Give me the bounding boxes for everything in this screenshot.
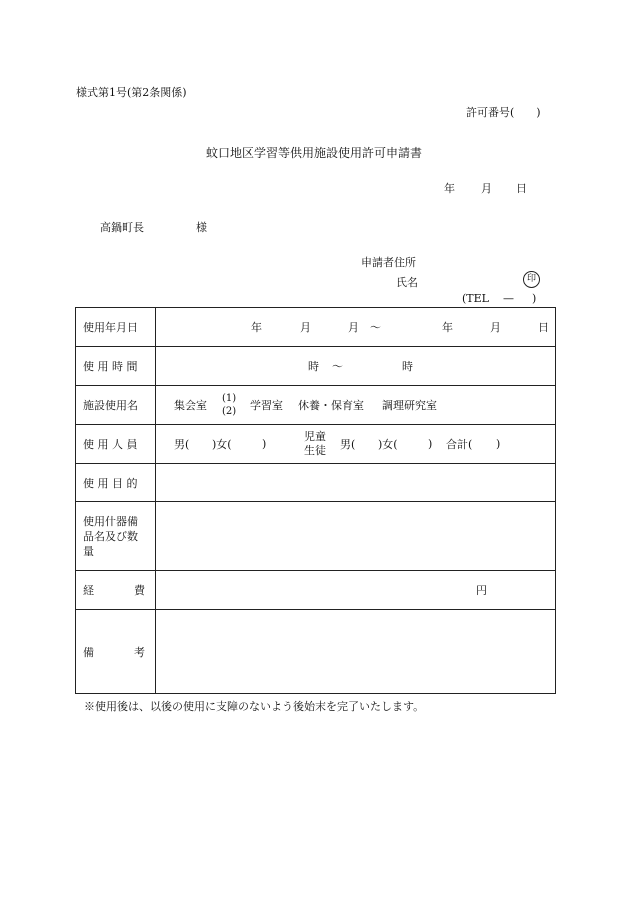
row-purpose <box>76 464 556 502</box>
label-equipment-2: 品名及び数 <box>83 529 138 543</box>
people-female-2-close: ) <box>428 437 433 451</box>
people-female-2: )女( <box>378 438 398 451</box>
date-month: 月 <box>481 182 492 195</box>
time-tilde: 〜 <box>332 360 343 373</box>
usage-day-2: 日 <box>538 321 549 334</box>
permit-number <box>466 104 541 120</box>
label-usage-date: 使用年月日 <box>76 308 156 347</box>
facility-nursery-room[interactable]: 休養・保育室 <box>298 399 364 412</box>
tel-open: (TEL <box>462 292 489 305</box>
application-table <box>75 307 556 694</box>
permit-number-close: ) <box>536 106 541 119</box>
value-purpose <box>156 464 556 502</box>
applicant-name-label: 氏名 <box>396 276 418 289</box>
row-notes <box>76 610 556 694</box>
people-total-close: ) <box>496 437 501 451</box>
facility-cooking-room[interactable]: 調理研究室 <box>382 399 437 412</box>
seal-mark: 印 <box>523 271 540 288</box>
usage-year-2: 年 <box>442 321 453 334</box>
label-purpose: 使 用 目 的 <box>76 464 156 502</box>
page-title: 蚊口地区学習等供用施設使用許可申請書 <box>206 146 423 160</box>
applicant-address-label: 申請者住所 <box>361 256 416 269</box>
value-people <box>156 425 556 464</box>
label-cost-a: 経 <box>83 584 94 597</box>
date-day: 日 <box>516 182 527 195</box>
row-people <box>76 425 556 464</box>
permit-number-label: 許可番号( <box>466 106 515 119</box>
addressee-honorific: 様 <box>196 221 207 234</box>
usage-month-2: 月 <box>490 321 501 334</box>
value-equipment <box>156 502 556 571</box>
label-facility: 施設使用名 <box>76 386 156 425</box>
label-equipment <box>76 502 156 571</box>
footnote: ※使用後は、以後の使用に支障のないよう後始末を完了いたします。 <box>84 700 425 713</box>
facility-study-room[interactable]: 学習室 <box>250 399 283 412</box>
row-usage-time <box>76 347 556 386</box>
facility-room-number-2: (2) <box>222 406 237 417</box>
time-end: 時 <box>402 360 413 373</box>
people-female-close: ) <box>262 437 267 451</box>
people-child-student <box>304 430 326 458</box>
cost-yen: 円 <box>476 584 487 597</box>
value-usage-time <box>156 347 556 386</box>
row-usage-date <box>76 308 556 347</box>
label-equipment-1: 使用什器備 <box>83 514 138 528</box>
usage-month-1: 月 <box>300 321 311 334</box>
people-male-2: 男( <box>340 438 356 451</box>
row-equipment <box>76 502 556 571</box>
label-usage-time: 使 用 時 間 <box>76 347 156 386</box>
people-student-label: 生徒 <box>304 444 326 457</box>
label-cost <box>76 571 156 610</box>
value-notes <box>156 610 556 694</box>
tel-dash: — <box>502 292 514 305</box>
addressee-name: 高鍋町長 <box>100 221 144 234</box>
value-usage-date <box>156 308 556 347</box>
people-total: 合計( <box>446 438 473 451</box>
label-notes-b: 考 <box>134 645 145 659</box>
facility-room-number-1: (1) <box>222 393 237 404</box>
label-equipment-3: 量 <box>83 544 94 558</box>
facility-room-numbers <box>222 392 236 418</box>
facility-meeting-room[interactable]: 集会室 <box>174 399 207 412</box>
date-year: 年 <box>444 182 455 195</box>
time-start: 時 <box>308 360 319 373</box>
label-notes <box>76 610 156 694</box>
people-male: 男( <box>174 438 190 451</box>
label-people: 使 用 人 員 <box>76 425 156 464</box>
form-number: 様式第1号(第2条関係) <box>76 86 187 99</box>
usage-day-1: 月 <box>348 321 359 334</box>
value-cost <box>156 571 556 610</box>
people-female: )女( <box>212 438 232 451</box>
usage-tilde: 〜 <box>370 321 381 334</box>
label-notes-a: 備 <box>83 645 94 659</box>
row-cost <box>76 571 556 610</box>
usage-year-1: 年 <box>251 321 262 334</box>
value-facility <box>156 386 556 425</box>
label-cost-b: 費 <box>134 584 145 597</box>
people-child-label: 児童 <box>304 430 326 443</box>
tel-close: ) <box>531 292 537 305</box>
applicant-tel <box>462 292 536 305</box>
row-facility <box>76 386 556 425</box>
